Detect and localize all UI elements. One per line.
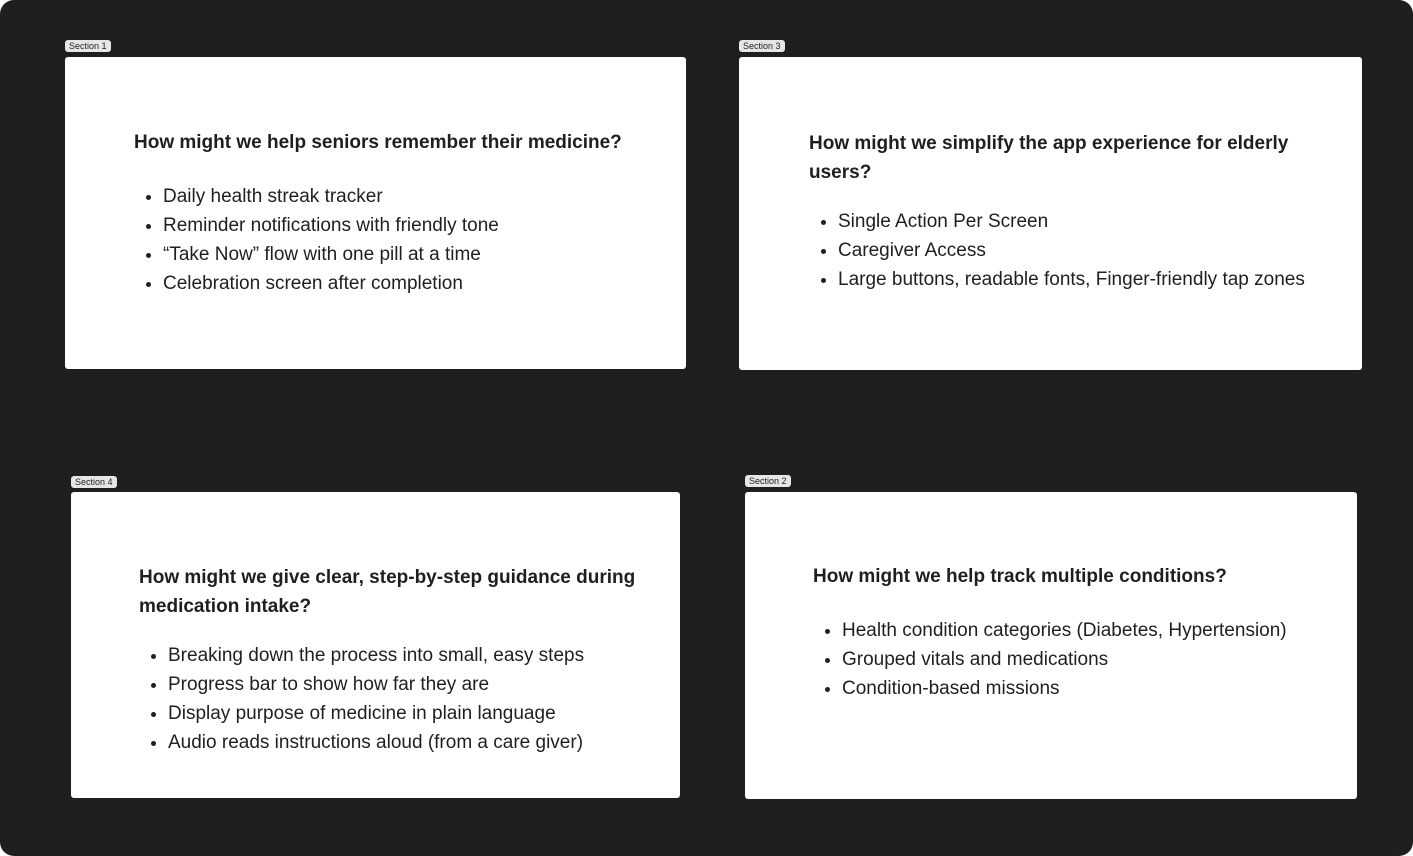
- section-1-label[interactable]: Section 1: [65, 40, 111, 52]
- section-3-title: How might we simplify the app experience for elderly users?: [809, 133, 1289, 183]
- section-2-content: [813, 562, 1333, 703]
- list-item: • Health condition categories (Diabetes, Hypertension): [842, 616, 1333, 645]
- list-item: • Celebration screen after completion: [163, 269, 654, 298]
- section-4-title: How might we give clear, step-by-step guidance during medication intake?: [139, 567, 636, 617]
- section-4-card[interactable]: [71, 492, 680, 798]
- section-3-card[interactable]: [739, 57, 1362, 370]
- section-2-list: [813, 616, 1333, 703]
- section-3-label[interactable]: Section 3: [739, 40, 785, 52]
- list-item: • “Take Now” flow with one pill at a time: [163, 240, 654, 269]
- section-4-list: [139, 641, 649, 757]
- section-3-list: [809, 207, 1309, 294]
- list-item: • Large buttons, readable fonts, Finger-friendly tap zones: [838, 265, 1309, 294]
- list-item: • Reminder notifications with friendly tone: [163, 211, 654, 240]
- list-item: • Single Action Per Screen: [838, 207, 1309, 236]
- section-1-card[interactable]: [65, 57, 686, 369]
- section-2-label[interactable]: Section 2: [745, 475, 791, 487]
- list-item: • Daily health streak tracker: [163, 182, 654, 211]
- list-item: • Breaking down the process into small, easy steps: [168, 641, 649, 670]
- list-item: • Condition-based missions: [842, 674, 1333, 703]
- list-item: • Caregiver Access: [838, 236, 1309, 265]
- list-item: • Grouped vitals and medications: [842, 645, 1333, 674]
- section-2-card[interactable]: [745, 492, 1357, 799]
- section-3-content: [809, 129, 1309, 294]
- section-1-content: [134, 128, 654, 298]
- list-item: • Display purpose of medicine in plain language: [168, 699, 649, 728]
- section-4-label[interactable]: Section 4: [71, 476, 117, 488]
- section-2-title: How might we help track multiple conditions?: [813, 566, 1227, 587]
- list-item: • Progress bar to show how far they are: [168, 670, 649, 699]
- section-1-list: [134, 182, 654, 298]
- section-4-content: [139, 563, 649, 757]
- section-1-title: How might we help seniors remember their medicine?: [134, 132, 622, 153]
- list-item: • Audio reads instructions aloud (from a care giver): [168, 728, 649, 757]
